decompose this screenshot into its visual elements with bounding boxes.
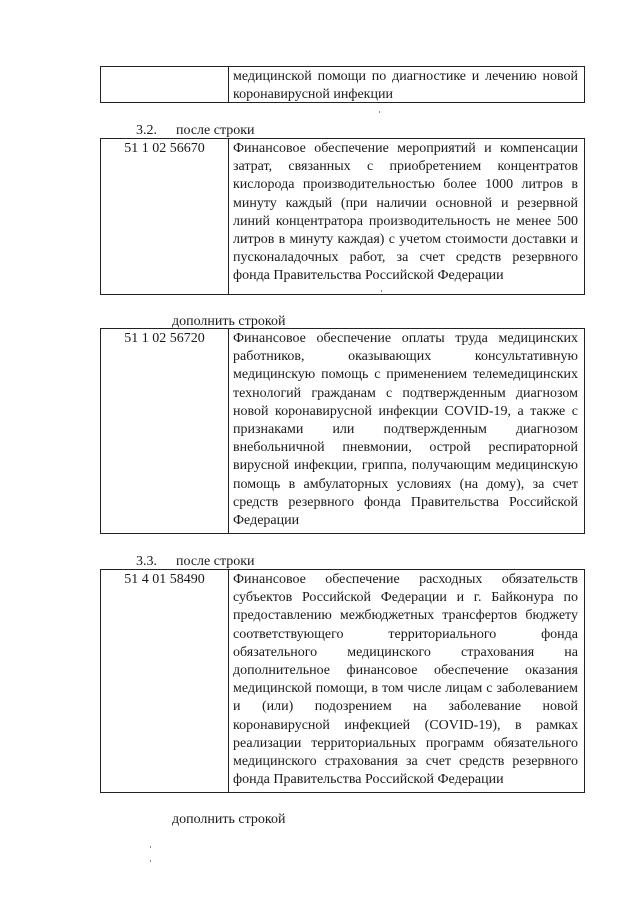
row-code: 51 1 02 56720 bbox=[101, 329, 229, 533]
scan-speck bbox=[150, 846, 151, 848]
table-row-continued bbox=[100, 66, 585, 103]
row-code bbox=[101, 67, 229, 102]
section-label: после строки bbox=[176, 123, 255, 138]
row-code: 51 4 01 58490 bbox=[101, 570, 229, 792]
add-row-label: дополнить строкой bbox=[172, 812, 286, 827]
scan-speck bbox=[379, 111, 380, 113]
row-description: Финансовое обеспечение оплаты труда медицинских работников, оказывающих консультативную медицинскую помощь с применением телемедицинских технологий гражданам с подтвержденным диагнозом новой коронавирусной инфекции COVID-19, а также с признаками или подтвержденным диагнозом внебольничной пневмонии, острой респираторной вирусной инфекции, гриппа, получающим медицинскую помощь в амбулаторных условиях (на дому), за счет средств резервного фонда Правительства Российской Федерации bbox=[233, 331, 578, 529]
table-row-56720 bbox=[100, 328, 585, 534]
section-label: после строки bbox=[176, 554, 255, 569]
row-description: Финансовое обеспечение расходных обязательств субъектов Российской Федерации и г. Байконура по предоставлению межбюджетных трансфертов бюджету соответствующего территориального фонда обязательного медицинского страхования на дополнительное финансовое обеспечение оказания медицинской помощи, в том числе лицам с заболеванием и (или) подозрением на заболевание новой коронавирусной инфекцией (COVID-19), в рамках реализации территориальных программ обязательного медицинского страхования за счет средств резервного фонда Правительства Российской Федерации bbox=[233, 572, 578, 788]
section-3-3-heading bbox=[136, 554, 255, 570]
scan-speck bbox=[150, 860, 151, 862]
scan-speck bbox=[381, 290, 382, 292]
section-number: 3.3. bbox=[136, 554, 157, 569]
add-row-label: дополнить строкой bbox=[172, 314, 286, 329]
section-number: 3.2. bbox=[136, 123, 157, 138]
table-row-58490 bbox=[100, 569, 585, 793]
row-description: медицинской помощи по диагностике и лечению новой коронавирусной инфекции bbox=[233, 69, 578, 103]
table-row-56670 bbox=[100, 138, 585, 295]
row-code: 51 1 02 56670 bbox=[101, 139, 229, 294]
row-description: Финансовое обеспечение мероприятий и компенсации затрат, связанных с приобретением концентратов кислорода производительностью более 1000 литров в минуту каждый (при наличии основной и резервной линий концентратора производительность не менее 500 литров в минуту каждая) с учетом стоимости доставки и пусконаладочных работ, за счет средств резервного фонда Правительства Российской Федерации bbox=[233, 141, 578, 284]
section-3-2-heading bbox=[136, 123, 255, 139]
